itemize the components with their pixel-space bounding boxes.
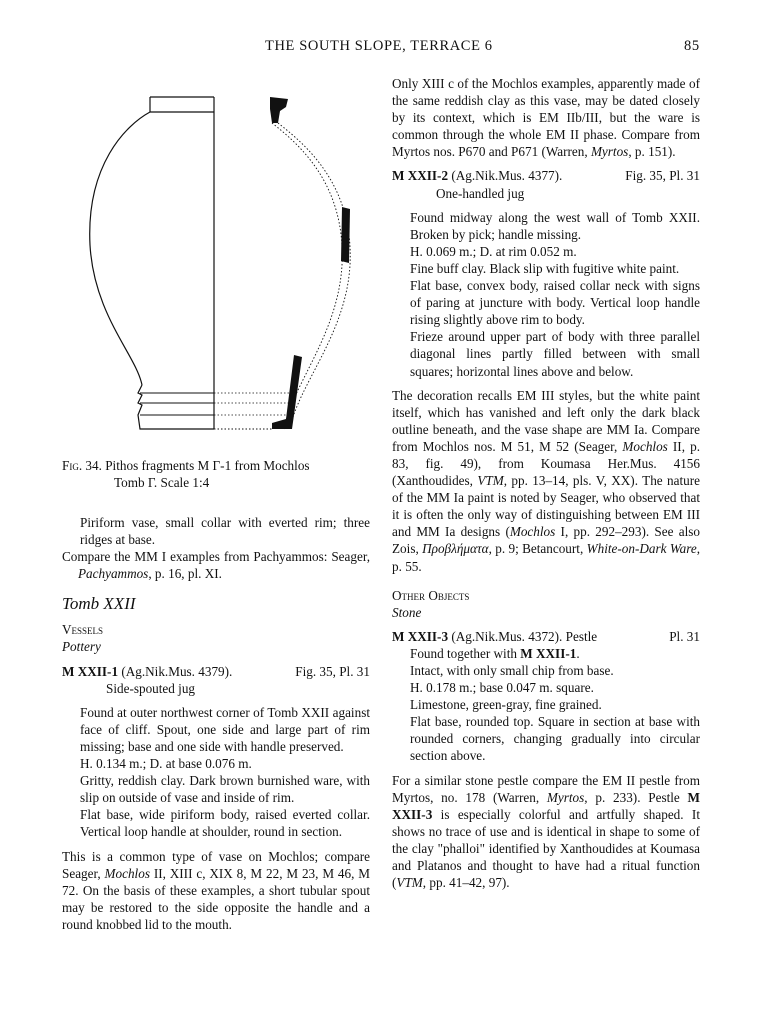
entry-dimensions: H. 0.069 m.; D. at rim 0.052 m. bbox=[410, 243, 577, 259]
entry-heading: M XXII-3 (Ag.Nik.Mus. 4372). Pestle Pl. 31 bbox=[392, 628, 700, 644]
subheading-pottery: Pottery bbox=[62, 639, 101, 655]
caption-line-2: Tomb Γ. Scale 1:4 bbox=[114, 475, 210, 491]
figure-label: Fig. 34. bbox=[62, 458, 102, 473]
entry-clay: Gritty, reddish clay. Dark brown burnished ware, with slip on outside of vase and inside of rim. bbox=[80, 773, 370, 806]
entry-decoration: Frieze around upper part of body with three parallel diagonal lines partly filled between with small squares; horizontal lines above and below. bbox=[410, 329, 700, 379]
entry-condition: Intact, with only small chip from base. bbox=[410, 663, 614, 678]
page-number: 85 bbox=[684, 38, 700, 54]
continued-paragraph: Only XIII c of the Mochlos examples, apparently made of the same reddish clay as this vase, may be dated closely by its context, which is EM IIb/III, but the ware is common through the whole EM II phase. Compare from Myrtos nos. P670 and P671 (Warren, Myrtos, p. 151). bbox=[392, 76, 700, 160]
entry-dimensions: H. 0.178 m.; base 0.047 m. square. bbox=[410, 680, 594, 696]
running-title: THE SOUTH SLOPE, TERRACE 6 bbox=[265, 38, 493, 54]
entry-found: Found at outer northwest corner of Tomb XXII against face of cliff. Spout, one side and large part of rim missing; base and one side with handle preserved. bbox=[80, 704, 370, 754]
caption-line-1: Pithos fragments Μ Γ-1 from Mochlos bbox=[105, 458, 310, 473]
pithos-drawing bbox=[66, 85, 366, 440]
discussion-paragraph: For a similar stone pestle compare the EM II pestle from Myrtos, no. 178 (Warren, Myrtos, p. 233). Pestle M XXII-3 is especially colorful and artfully shaped. It shows no trace of use and is identical in shape to some of the clay "phalloi" identified by Xanthoudides at Koumasa and Platanos and thought to have had a ritual function (VTM, pp. 41–42, 97). bbox=[392, 772, 700, 891]
subheading-other-objects: Other Objects bbox=[392, 587, 470, 603]
entry-type: One-handled jug bbox=[436, 185, 525, 201]
entry-heading: M XXII-2 (Ag.Nik.Mus. 4377). Fig. 35, Pl. 31 bbox=[392, 168, 700, 184]
section-heading-tomb: Tomb XXII bbox=[62, 594, 136, 614]
entry-type: Side-spouted jug bbox=[106, 680, 196, 696]
entry-shape: Flat base, convex body, raised collar neck with signs of paring at juncture with body. Vertical loop handle rising slightly above rim to body. bbox=[410, 278, 700, 328]
left-column bbox=[62, 514, 370, 933]
entry-material: Limestone, green-gray, fine grained. bbox=[410, 697, 602, 713]
entry-dimensions: H. 0.134 m.; D. at base 0.076 m. bbox=[80, 756, 252, 772]
discussion-paragraph: This is a common type of vase on Mochlos; compare Seager, Mochlos II, XIII c, XIX 8, M 22, M 23, M 46, M 72. On the basis of these examples, a short tubular spout may be restored to the side opposite the handle and a round knobbed lid to the mouth. bbox=[62, 848, 370, 932]
entry-clay: Fine buff clay. Black slip with fugitive white paint. bbox=[410, 260, 680, 276]
subheading-stone: Stone bbox=[392, 604, 422, 620]
compare-paragraph: Compare the MM I examples from Pachyammos: Seager, Pachyammos, p. 16, pl. XI. bbox=[62, 549, 370, 582]
entry-found: Found midway along the west wall of Tomb XXII. Broken by pick; handle missing. bbox=[410, 209, 700, 242]
figure-caption bbox=[62, 457, 370, 491]
right-column bbox=[392, 75, 700, 891]
subheading-vessels: Vessels bbox=[62, 622, 104, 638]
discussion-paragraph: The decoration recalls EM III styles, but the white paint itself, which has vanished and left only the dark black outline beneath, and the vase shape are MM Ia. Compare from Mochlos nos. M 51, M 52 (Seager, Mochlos II, p. 83, fig. 49), from Koumasa Her.Mus. 4156 (Xanthoudides, VTM, pp. 13–14, pls. V, XX). The nature of the MM Ia paint is noted by Seager, who observed that it is often the only way of distinguishing between EM III and MM Ia designs (Mochlos I, pp. 292–293). See also Zois, Προβλήματα, p. 9; Betancourt, White-on-Dark Ware, p. 55. bbox=[392, 387, 700, 574]
entry-shape: Flat base, wide piriform body, raised everted collar. Vertical loop handle at shoulder, round in section. bbox=[80, 807, 370, 840]
entry-shape: Flat base, rounded top. Square in section at base with rounded corners, changing gradually into circular section above. bbox=[410, 714, 700, 764]
entry-found: Found together with M XXII-1. bbox=[410, 645, 580, 661]
entry-heading: M XXII-1 (Ag.Nik.Mus. 4379). Fig. 35, Pl. 31 bbox=[62, 663, 370, 679]
description-paragraph: Piriform vase, small collar with everted rim; three ridges at base. bbox=[80, 515, 370, 548]
